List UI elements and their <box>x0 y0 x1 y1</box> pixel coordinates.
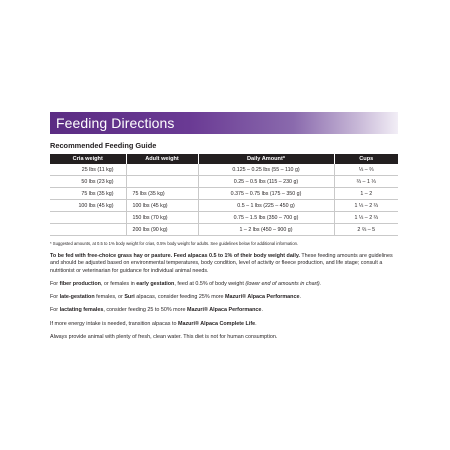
header-cups: Cups <box>334 154 398 164</box>
cell-cups: 2 ⅔ – 5 <box>334 224 398 236</box>
feeding-guide-table <box>50 154 398 236</box>
feeding-paragraph-energy <box>50 321 398 328</box>
paragraph-bold-text: fiber production <box>59 280 101 287</box>
cell-cups: 1 – 2 <box>334 188 398 200</box>
paragraph-text: , feed at 0.5% of body weight <box>174 280 246 287</box>
cell-adult-weight <box>126 176 198 188</box>
cell-adult-weight: 150 lbs (70 kg) <box>126 212 198 224</box>
table-row <box>50 224 398 236</box>
table-row <box>50 188 398 200</box>
cell-cria-weight: 50 lbs (23 kg) <box>50 176 126 188</box>
table-row <box>50 164 398 176</box>
header-cria-weight: Cria weight <box>50 154 126 164</box>
header-daily-amount: Daily Amount* <box>198 154 334 164</box>
product-name: Mazuri® Alpaca Performance <box>225 294 300 301</box>
feeding-directions-panel <box>50 112 398 341</box>
cell-cria-weight: 25 lbs (11 kg) <box>50 164 126 176</box>
cell-cups: ⅓ – ⅔ <box>334 164 398 176</box>
cell-cups: ⅔ – 1 ⅓ <box>334 176 398 188</box>
paragraph-text: For <box>50 307 60 314</box>
feeding-paragraph-fiber <box>50 281 398 288</box>
paragraph-bold-text: Suri <box>124 294 135 301</box>
feeding-guide-title: Recommended Feeding Guide <box>50 141 157 150</box>
paragraph-bold-text: To be fed with free-choice grass hay or pasture. Feed alpacas 0.5 to 1% of their body weight daily. <box>50 253 300 259</box>
feeding-paragraph-late-gestation <box>50 294 398 301</box>
header-adult-weight: Adult weight <box>126 154 198 164</box>
cell-daily-amount: 0.375 – 0.75 lbs (175 – 350 g) <box>198 188 334 200</box>
cell-cria-weight: 100 lbs (45 kg) <box>50 200 126 212</box>
feeding-paragraph-lactating <box>50 307 398 314</box>
paragraph-text: . <box>261 307 263 314</box>
feeding-directions-banner: Feeding Directions <box>50 112 398 134</box>
paragraph-text: For <box>50 294 60 301</box>
cell-daily-amount: 0.25 – 0.5 lbs (115 – 230 g) <box>198 176 334 188</box>
table-row <box>50 212 398 224</box>
paragraph-text: For <box>50 280 60 287</box>
cell-cria-weight <box>50 212 126 224</box>
paragraph-text: alpacas, consider feeding 25% more <box>134 294 225 301</box>
cell-adult-weight: 200 lbs (90 kg) <box>126 224 198 236</box>
paragraph-bold-text: late-gestation <box>59 294 95 301</box>
table-header-row <box>50 154 398 164</box>
feeding-paragraph-hay <box>50 253 398 275</box>
table-footnote: * Suggested amounts, at 0.5 to 1% body weight for crias, 0.5% body weight for adults. See guidelines below for additional information. <box>50 241 299 246</box>
cell-daily-amount: 0.75 – 1.5 lbs (350 – 700 g) <box>198 212 334 224</box>
cell-daily-amount: 1 – 2 lbs (450 – 900 g) <box>198 224 334 236</box>
cell-cria-weight <box>50 224 126 236</box>
paragraph-bold-text: early gestation <box>136 280 175 287</box>
product-name: Mazuri® Alpaca Performance <box>186 307 262 314</box>
paragraph-text: These feeding amounts are guidelines and should be adjusted based on environmental temperatures, body condition, level of activity or fleece production, and life stage; consult a nutritionist or veterinarian for guidance for individual animal needs. <box>50 253 393 274</box>
paragraph-text: If more energy intake is needed, transition alpacas to <box>50 320 178 327</box>
cell-daily-amount: 0.125 – 0.25 lbs (55 – 110 g) <box>198 164 334 176</box>
cell-cups: 1 ⅓ – 2 ⅔ <box>334 212 398 224</box>
paragraph-text: , consider feeding 25 to 50% more <box>103 307 187 314</box>
table-row <box>50 176 398 188</box>
cell-daily-amount: 0.5 – 1 lbs (225 – 450 g) <box>198 200 334 212</box>
paragraph-italic-text: (lower end of amounts in chart). <box>245 280 322 287</box>
cell-adult-weight: 75 lbs (35 kg) <box>126 188 198 200</box>
paragraph-text: . <box>299 294 301 301</box>
table-row <box>50 200 398 212</box>
paragraph-bold-text: lactating females <box>59 307 104 314</box>
product-name: Mazuri® Alpaca Complete Life <box>177 320 256 327</box>
paragraph-text: . <box>255 320 257 327</box>
cell-cups: 1 ⅓ – 2 ⅔ <box>334 200 398 212</box>
cell-adult-weight <box>126 164 198 176</box>
cell-cria-weight: 75 lbs (35 kg) <box>50 188 126 200</box>
feeding-paragraph-water: Always provide animal with plenty of fresh, clean water. This diet is not for human consumption. <box>50 334 278 341</box>
paragraph-text: females, or <box>94 294 125 301</box>
paragraph-text: , or females in <box>100 280 137 287</box>
cell-adult-weight: 100 lbs (45 kg) <box>126 200 198 212</box>
